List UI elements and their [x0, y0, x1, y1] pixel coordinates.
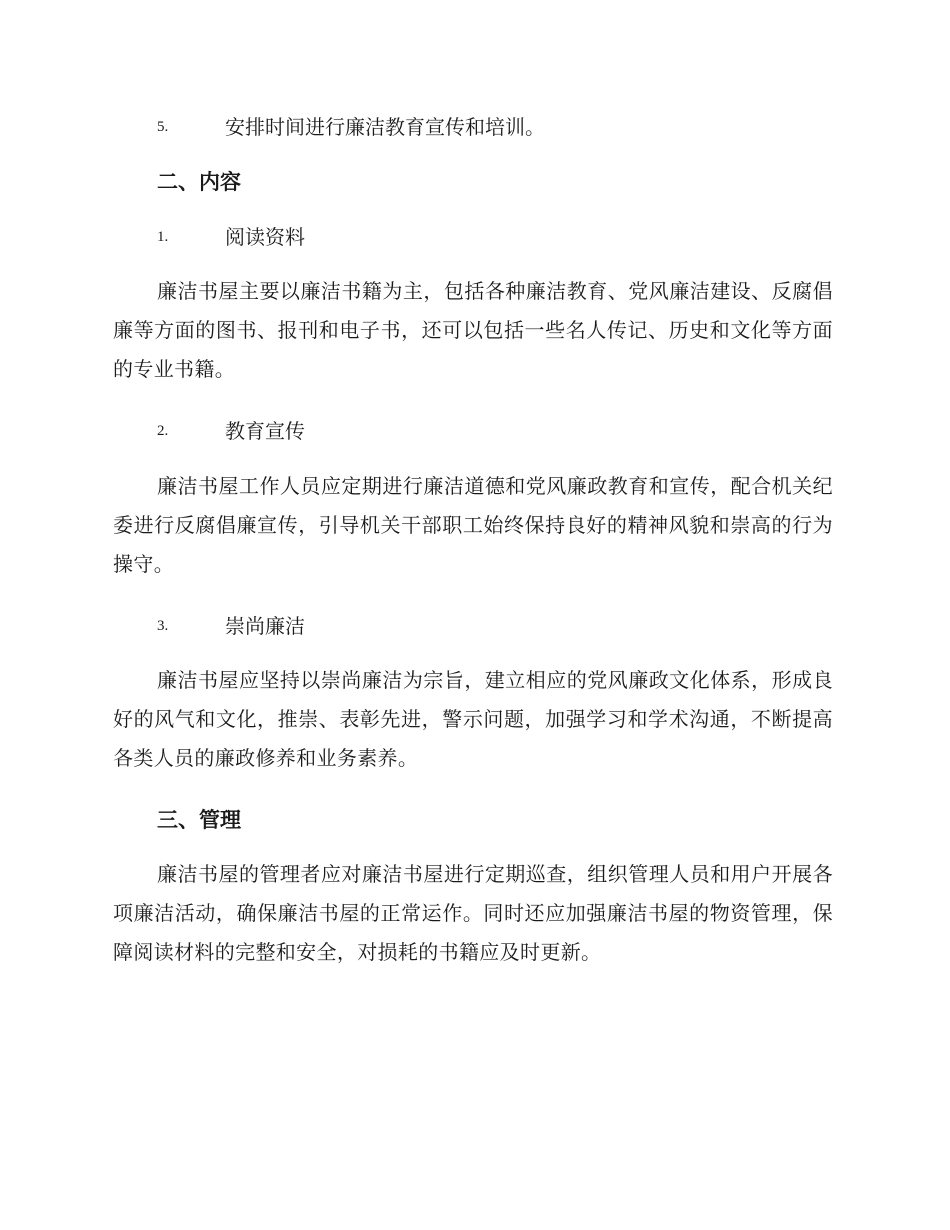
list-number: 3.	[157, 618, 169, 634]
list-number: 5.	[157, 119, 169, 135]
paragraph-integrity: 廉洁书屋应坚持以崇尚廉洁为宗旨，建立相应的党风廉政文化体系，形成良好的风气和文化，推崇、表彰先进，警示问题，加强学习和学术沟通，不断提高各类人员的廉政修养和业务素养。	[113, 668, 833, 770]
paragraph-reading: 廉洁书屋主要以廉洁书籍为主，包括各种廉洁教育、党风廉洁建设、反腐倡廉等方面的图书、报刊和电子书，还可以包括一些名人传记、历史和文化等方面的专业书籍。	[113, 279, 833, 381]
list-label: 阅读资料	[225, 225, 305, 249]
list-number: 2.	[157, 423, 169, 439]
list-label: 崇尚廉洁	[225, 614, 305, 638]
section-heading-management: 三、管理	[157, 807, 241, 832]
list-label: 教育宣传	[225, 419, 305, 443]
section-heading-content: 二、内容	[157, 169, 241, 194]
paragraph-management: 廉洁书屋的管理者应对廉洁书屋进行定期巡查，组织管理人员和用户开展各项廉洁活动，确保廉洁书屋的正常运作。同时还应加强廉洁书屋的物资管理，保障阅读材料的完整和安全，对损耗的书籍应及时更新。	[113, 862, 833, 964]
list-label: 安排时间进行廉洁教育宣传和培训。	[225, 115, 545, 139]
list-number: 1.	[157, 229, 169, 245]
paragraph-education: 廉洁书屋工作人员应定期进行廉洁道德和党风廉政教育和宣传，配合机关纪委进行反腐倡廉宣传，引导机关干部职工始终保持良好的精神风貌和崇高的行为操守。	[113, 474, 833, 576]
